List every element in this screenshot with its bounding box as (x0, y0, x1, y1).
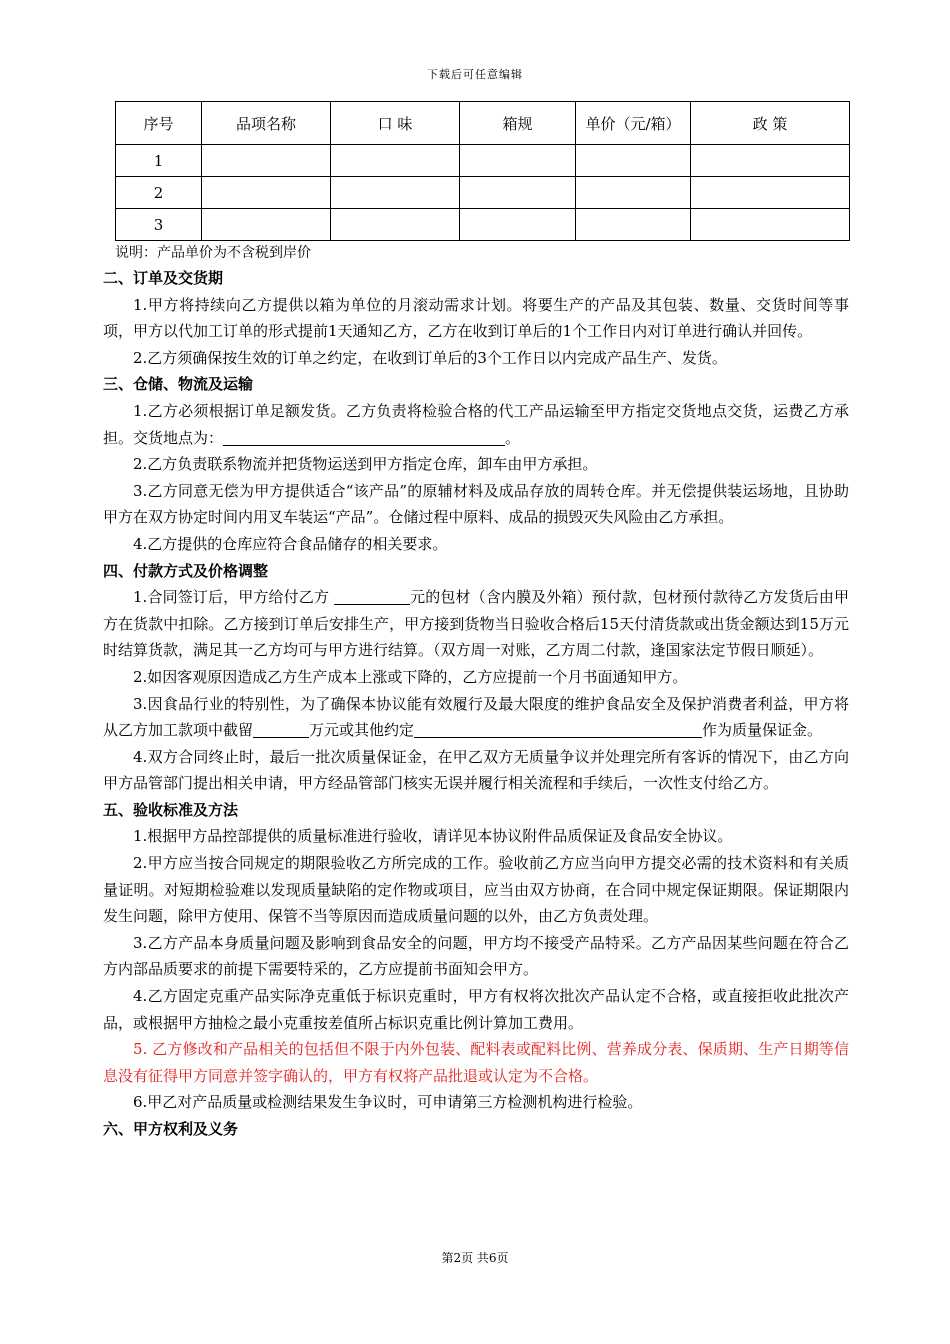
table-header-cell: 品项名称 (202, 102, 331, 145)
page-footer: 第2页 共6页 (441, 1251, 509, 1265)
table-cell (202, 145, 331, 177)
paragraph: 4.双方合同终止时，最后一批次质量保证金，在甲乙双方无质量争议并处理完所有客诉的情况下，由乙方向甲方品管部门提出相关申请，甲方经品管部门核实无误并履行相关流程和手续后，一次性支付给乙方。 (103, 747, 849, 793)
paragraph-text: 。 (505, 428, 521, 447)
paragraph: 2.乙方须确保按生效的订单之约定，在收到订单后的3个工作日以内完成产品生产、发货。 (133, 348, 727, 367)
product-table (115, 101, 850, 241)
table-cell (460, 209, 576, 241)
paragraph: 4.乙方提供的仓库应符合食品储存的相关要求。 (133, 534, 448, 553)
paragraph: 3.乙方同意无偿为甲方提供适合“该产品”的原辅材料及成品存放的周转仓库。并无偿提供装运场地，且协助甲方在双方协定时间内用叉车装运“产品”。仓储过程中原料、成品的损毁灭失风险由乙方承担。 (103, 481, 849, 527)
table-cell (691, 209, 850, 241)
table-cell: 1 (116, 145, 202, 177)
paragraph: 1.甲方将持续向乙方提供以箱为单位的月滚动需求计划。将要生产的产品及其包装、数量、交货时间等事项，甲方以代加工订单的形式提前1天通知乙方，乙方在收到订单后的1个工作日内对订单进行确认并回传。 (103, 295, 849, 341)
paragraph (103, 584, 849, 664)
table-cell (331, 145, 460, 177)
section-heading: 六、甲方权利及义务 (103, 1120, 239, 1138)
document-body (103, 101, 849, 1143)
table-header-cell: 序号 (116, 102, 202, 145)
section-heading: 四、付款方式及价格调整 (103, 561, 269, 580)
table-cell (576, 145, 691, 177)
section-heading: 二、订单及交货期 (103, 269, 224, 287)
table-row (116, 209, 850, 241)
paragraph (103, 691, 849, 744)
paragraph-text: 万元或其他约定 (309, 721, 415, 740)
paragraph-text: 3.因食品行业的特别性，为了确保本协议能有效履行及最大限度的维护食品安全及保护消费者利益，甲方将从乙方加工款项中截留 (103, 694, 849, 740)
paragraph: 2.乙方负责联系物流并把货物运送到甲方指定仓库，卸车由甲方承担。 (133, 455, 598, 474)
table-row (116, 145, 850, 177)
blank-line (334, 588, 410, 605)
table-cell (691, 177, 850, 209)
table-header-cell: 口 味 (331, 102, 460, 145)
paragraph: 3.乙方产品本身质量问题及影响到食品安全的问题，甲方均不接受产品特采。乙方产品因某些问题在符合乙方内部品质要求的前提下需要特采的，乙方应提前书面知会甲方。 (103, 933, 849, 979)
paragraph: 4.乙方固定克重产品实际净克重低于标识克重时，甲方有权将次批次产品认定不合格，或直接拒收此批次产品，或根据甲方抽检之最小克重按差值所占标识克重比例计算加工费用。 (103, 987, 849, 1032)
page-header: 下载后可任意编辑 (427, 68, 523, 81)
table-row (116, 177, 850, 209)
table-cell (691, 145, 850, 177)
table-header-cell: 单价（元/箱） (576, 102, 691, 145)
paragraph-text: 作为质量保证金。 (702, 721, 823, 740)
paragraph: 1.根据甲方品控部提供的质量标准进行验收，请详见本协议附件品质保证及食品安全协议。 (133, 827, 733, 846)
paragraph-text: 1.合同签订后，甲方给付乙方 (133, 588, 334, 607)
section-heading: 五、验收标准及方法 (103, 800, 239, 819)
table-cell (202, 177, 331, 209)
table-cell: 2 (116, 177, 202, 209)
table-cell: 3 (116, 209, 202, 241)
paragraph: 2.甲方应当按合同规定的期限验收乙方所完成的工作。验收前乙方应当向甲方提交必需的技术资料和有关质量证明。对短期检验难以发现质量缺陷的定作物或项目，应当由双方协商，在合同中规定保证期限。保证期限内发生问题，除甲方使用、保管不当等原因而造成质量问题的以外，由乙方负责处理。 (103, 854, 849, 926)
blank-line (414, 721, 702, 738)
table-header-cell: 政 策 (691, 102, 850, 145)
table-cell (576, 209, 691, 241)
contract-text (103, 265, 849, 1143)
table-header-cell: 箱规 (460, 102, 576, 145)
paragraph-text: 元的包材（含内膜及外箱）预付款，包材预付款待乙方发货后由甲方在货款中扣除。乙方接到订单后安排生产，甲方接到货物当日验收合格后15天付清货款或出货金额达到15万元时结算货款，满足其一乙方均可与甲方进行结算。（双方周一对账，乙方周二付款，逢国家法定节假日顺延）。 (103, 588, 849, 660)
blank-line (253, 721, 309, 738)
paragraph-text: 1.乙方必须根据订单足额发货。乙方负责将检验合格的代工产品运输至甲方指定交货地点交货，运费乙方承担。交货地点为： (103, 401, 849, 447)
paragraph: 2.如因客观原因造成乙方生产成本上涨或下降的，乙方应提前一个月书面通知甲方。 (133, 667, 688, 686)
highlighted-paragraph: 5. 乙方修改和产品相关的包括但不限于内外包装、配料表或配料比例、营养成分表、保质期、生产日期等信息没有征得甲方同意并签字确认的，甲方有权将产品批退或认定为不合格。 (103, 1040, 849, 1085)
table-cell (576, 177, 691, 209)
table-cell (331, 177, 460, 209)
paragraph (103, 398, 849, 451)
blank-line (223, 429, 505, 446)
table-note: 说明：产品单价为不含税到岸价 (115, 245, 311, 261)
table-cell (460, 177, 576, 209)
table-cell (202, 209, 331, 241)
table-header-row (116, 102, 850, 145)
table-cell (331, 209, 460, 241)
paragraph: 6.甲乙对产品质量或检测结果发生争议时，可申请第三方检测机构进行检验。 (133, 1093, 643, 1112)
table-cell (460, 145, 576, 177)
section-heading: 三、仓储、物流及运输 (103, 375, 254, 394)
